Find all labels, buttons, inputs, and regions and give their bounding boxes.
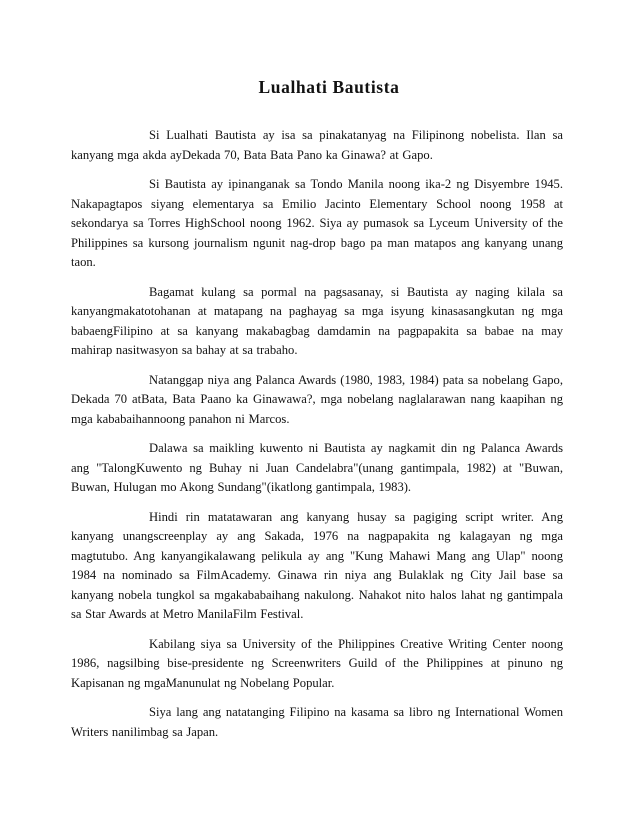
paragraph-palanca-stories: Dalawa sa maikling kuwento ni Bautista ay nagkamit din ng Palanca Awards ang "TalongKuwento ng Buhay ni Juan Candelabra"(unang gantimpala, 1982) at "Buwan, Buwan, Hulugan mo Akong Sundang"(ikatlong gantimpala, 1983). [71, 441, 563, 494]
document-page [71, 0, 563, 752]
paragraph-early-life: Si Bautista ay ipinanganak sa Tondo Manila noong ika-2 ng Disyembre 1945. Nakapagtapos siyang elementarya sa Emilio Jacinto Elementary School noong 1958 at sekondarya sa Torres HighSchool noong 1962. Siya ay pumasok sa Lyceum University of the Philippines sa kursong journalism ngunit nag-drop bago pa man matapos ang kanyang unang taon. [71, 177, 563, 269]
paragraph-intro: Si Lualhati Bautista ay isa sa pinakatanyag na Filipinong nobelista. Ilan sa kanyang mga akda ayDekada 70, Bata Bata Pano ka Ginawa? at Gapo. [71, 128, 563, 162]
page-title: Lualhati Bautista [258, 77, 400, 97]
paragraph-affiliations: Kabilang siya sa University of the Philippines Creative Writing Center noong 1986, nagsilbing bise-presidente ng Screenwriters Guild of the Philippines at pinuno ng Kapisanan ng mgaManunulat ng Nobelang Popular. [71, 636, 563, 690]
document-body [71, 126, 563, 742]
paragraph-recognition: Bagamat kulang sa pormal na pagsasanay, si Bautista ay naging kilala sa kanyangmakatotohanan at matapang na paghayag sa mga isyung kinasasangkutan ng mga babaengFilipino at sa kanyang makabagbag damdamin na pagpapakita sa babae na may mahirap nasitwasyon sa bahay at sa trabaho. [71, 284, 563, 357]
paragraph-international: Siya lang ang natatanging Filipino na kasama sa libro ng International Women Writers nanilimbag sa Japan. [71, 705, 563, 739]
paragraph-palanca-novels: Natanggap niya ang Palanca Awards (1980, 1983, 1984) pata sa nobelang Gapo, Dekada 70 atBata, Bata Paano ka Ginawawa?, mga nobelang naglalarawan nang kaapihan ng mga kababaihannoong panahon ni Marcos. [71, 372, 563, 426]
paragraph-screenwriting: Hindi rin matatawaran ang kanyang husay sa pagiging script writer. Ang kanyang unangscreenplay ay ang Sakada, 1976 na nagpapakita ng kalagayan ng mga magtutubo. Ang kanyangikalawang pelikula ay ang "Kung Mahawi Mang ang Ulap" noong 1984 na nominado sa FilmAcademy. Ginawa rin niya ang Bulaklak ng City Jail base sa kanyang nobela tungkol sa mgakababaihang nakulong. Nahakot nito halos lahat ng gantimpala sa Star Awards at Metro ManilaFilm Festival. [71, 509, 563, 621]
